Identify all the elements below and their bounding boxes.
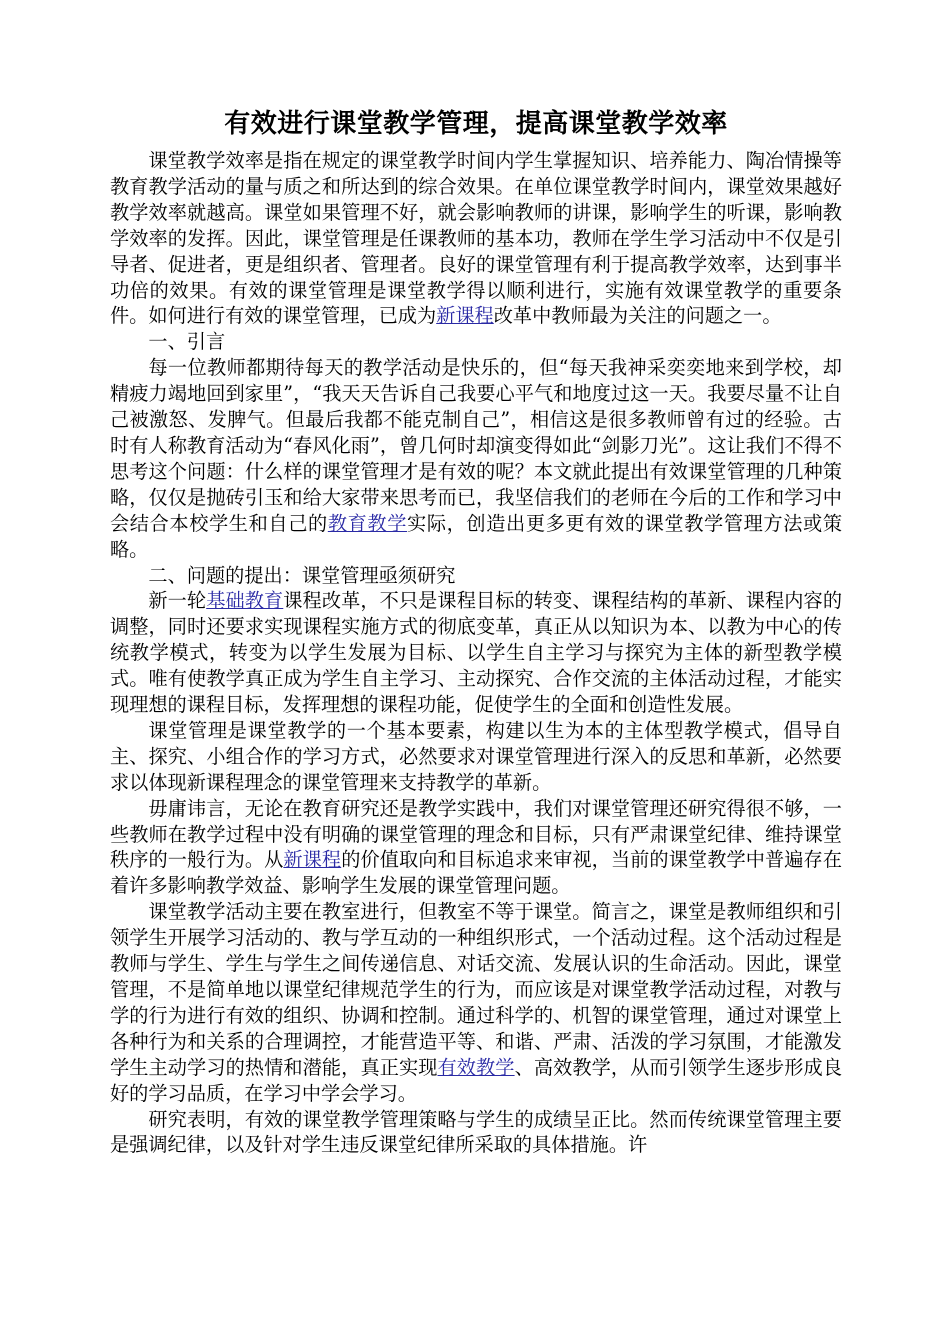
paragraph-curriculum-reform bbox=[110, 588, 842, 718]
paragraph-research-gap bbox=[110, 796, 842, 900]
section-heading-introduction: 一、引言 bbox=[148, 330, 226, 354]
paragraph-text: 新一轮 bbox=[148, 589, 207, 613]
paragraph-text: 、高效教学，从而引领学生逐步形成良好的学习品质，在学习中学会学习。 bbox=[110, 1055, 843, 1105]
paragraph-classroom-management: 课堂管理是课堂教学的一个基本要素，构建以生为本的主体型教学模式，倡导自主、探究、小组合作的学习方式，必然要求对课堂管理进行深入的反思和革新，必然要求以体现新课程理念的课堂管理来支持教学的革新。 bbox=[110, 718, 842, 794]
paragraph-text: 实际，创造出更多更有效的课堂教学管理方法或策略。 bbox=[110, 511, 843, 561]
document-title: 有效进行课堂教学管理，提高课堂教学效率 bbox=[224, 109, 728, 139]
link-new-curriculum-2[interactable]: 新课程 bbox=[283, 848, 342, 872]
paragraph-text: 的价值取向和目标追求来审视，当前的课堂教学中普遍存在着许多影响教学效益、影响学生发展的课堂管理问题。 bbox=[110, 848, 843, 898]
paragraph-text: 毋庸讳言，无论在教育研究还是教学实践中，我们对课堂管理还研究得很不够，一些教师在教学过程中没有明确的课堂管理的理念和目标，只有严肃课堂纪律、维持课堂秩序的一般行为。从 bbox=[110, 796, 842, 872]
paragraph-text: 课堂教学效率是指在规定的课堂教学时间内学生掌握知识、培养能力、陶冶情操等教育教学活动的量与质之和所达到的综合效果。在单位课堂教学时间内，课堂效果越好教学效率就越高。课堂如果管理不好，就会影响教师的讲课，影响学生的听课，影响教学效率的发挥。因此，课堂管理是任课教师的基本功，教师在学生学习活动中不仅是引导者、促进者，更是组织者、管理者。良好的课堂管理有利于提高教学效率，达到事半功倍的效果。有效的课堂管理是课堂教学得以顺利进行，实施有效课堂教学的重要条件。如何进行有效的课堂管理，已成为 bbox=[110, 149, 842, 328]
paragraph-research-findings: 研究表明，有效的课堂教学管理策略与学生的成绩呈正比。然而传统课堂管理主要是强调纪律，以及针对学生违反课堂纪律所采取的具体措施。许 bbox=[110, 1107, 842, 1157]
paragraph-text: 课程改革，不只是课程目标的转变、课程结构的革新、课程内容的调整，同时还要求实现课程实施方式的彻底变革，真正从以知识为本、以教为中心的传统教学模式，转变为以学生发展为目标、以学生自主学习与探究为主体的新型教学模式。唯有使教学真正成为学生自主学习、主动探究、合作交流的主体活动过程，才能实现理想的课程目标，发挥理想的课程功能，促使学生的全面和创造性发展。 bbox=[110, 589, 843, 717]
link-basic-education[interactable]: 基础教育 bbox=[206, 589, 284, 613]
paragraph-text: 每一位教师都期待每天的教学活动是快乐的，但“每天我神采奕奕地来到学校，却精疲力竭地回到家里”，“我天天告诉自己我要心平气和地度过这一天。我要尽量不让自己被激怒、发脾气。但最后我都不能克制自己”，相信这是很多教师曾有过的经验。古时有人称教育活动为“春风化雨”，曾几何时却演变得如此“剑影刀光”。这让我们不得不思考这个问题：什么样的课堂管理才是有效的呢？本文就此提出有效课堂管理的几种策略，仅仅是抛砖引玉和给大家带来思考而已，我坚信我们的老师在今后的工作和学习中会结合本校学生和自己的 bbox=[110, 356, 842, 535]
paragraph-classroom-activity bbox=[110, 899, 842, 1106]
link-new-curriculum[interactable]: 新课程 bbox=[436, 304, 494, 328]
paragraph-introduction-body bbox=[110, 355, 842, 562]
link-education-teaching[interactable]: 教育教学 bbox=[327, 511, 408, 535]
paragraph-text: 课堂教学活动主要在教室进行，但教室不等于课堂。简言之，课堂是教师组织和引领学生开展学习活动的、教与学互动的一种组织形式，一个活动过程。这个活动过程是教师与学生、学生与学生之间传递信息、对话交流、发展认识的生命活动。因此，课堂管理，不是简单地以课堂纪律规范学生的行为，而应该是对课堂教学活动过程，对教与学的行为进行有效的组织、协调和控制。通过科学的、机智的课堂管理，通过对课堂上各种行为和关系的合理调控，才能营造平等、和谐、严肃、活泼的学习氛围，才能激发学生主动学习的热情和潜能，真正实现 bbox=[110, 900, 842, 1079]
paragraph-text: 改革中教师最为关注的问题之一。 bbox=[493, 304, 782, 328]
section-heading-problem: 二、问题的提出：课堂管理亟须研究 bbox=[148, 563, 456, 587]
paragraph-intro bbox=[110, 148, 842, 329]
link-effective-teaching[interactable]: 有效教学 bbox=[437, 1055, 515, 1079]
